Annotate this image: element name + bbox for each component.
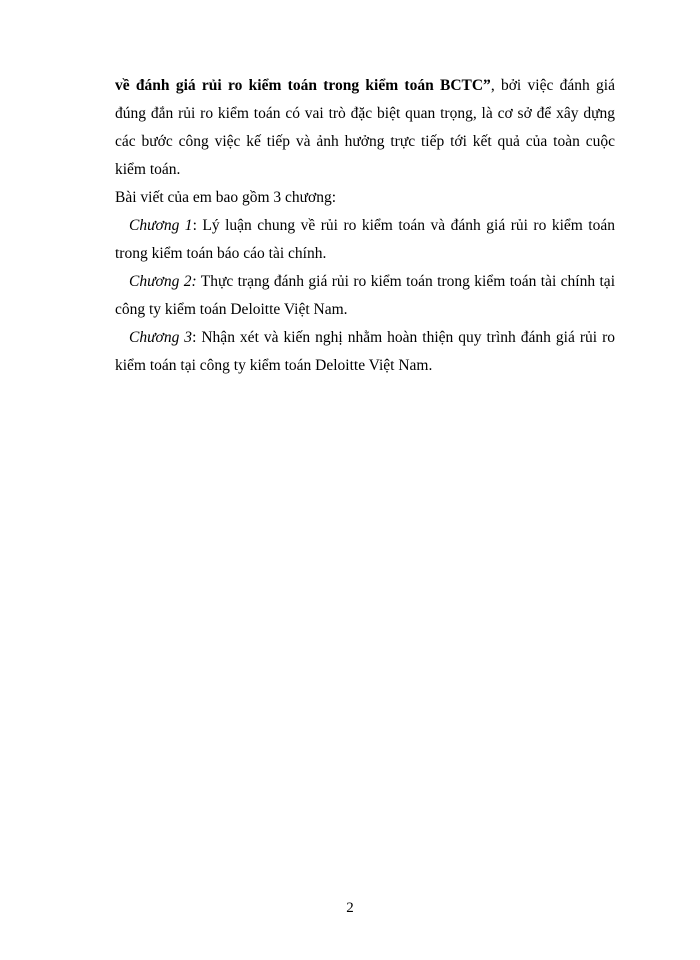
paragraph-continuation: [115, 72, 615, 184]
chapter-1-text: : Lý luận chung về rủi ro kiểm toán và đánh giá rủi ro kiểm toán trong kiểm toán báo cáo tài chính.: [115, 217, 615, 262]
bold-phrase: về đánh giá rủi ro kiểm toán trong kiểm toán BCTC”: [115, 77, 491, 94]
document-body: [115, 72, 615, 380]
chapters-intro: Bài viết của em bao gồm 3 chương:: [115, 189, 337, 206]
chapter-3-text: : Nhận xét và kiến nghị nhằm hoàn thiện quy trình đánh giá rủi ro kiểm toán tại công ty kiểm toán Deloitte Việt Nam.: [115, 329, 615, 374]
chapter-2-label: Chương 2:: [129, 273, 197, 290]
paragraph-text: , bởi việc đánh giá đúng đắn rủi ro kiểm toán có vai trò đặc biệt quan trọng, là cơ sở để xây dựng các bước công việc kế tiếp và ảnh hưởng trực tiếp tới kết quả của toàn cuộc kiểm toán.: [115, 77, 615, 178]
chapter-2-text: Thực trạng đánh giá rủi ro kiểm toán trong kiểm toán tài chính tại công ty kiểm toán Deloitte Việt Nam.: [115, 273, 615, 318]
chapter-2: [115, 268, 615, 324]
chapter-3: [115, 324, 615, 380]
chapter-3-label: Chương 3: [129, 329, 193, 346]
chapter-1-label: Chương 1: [129, 217, 193, 234]
chapter-1: [115, 212, 615, 268]
page-number: 2: [346, 900, 354, 916]
